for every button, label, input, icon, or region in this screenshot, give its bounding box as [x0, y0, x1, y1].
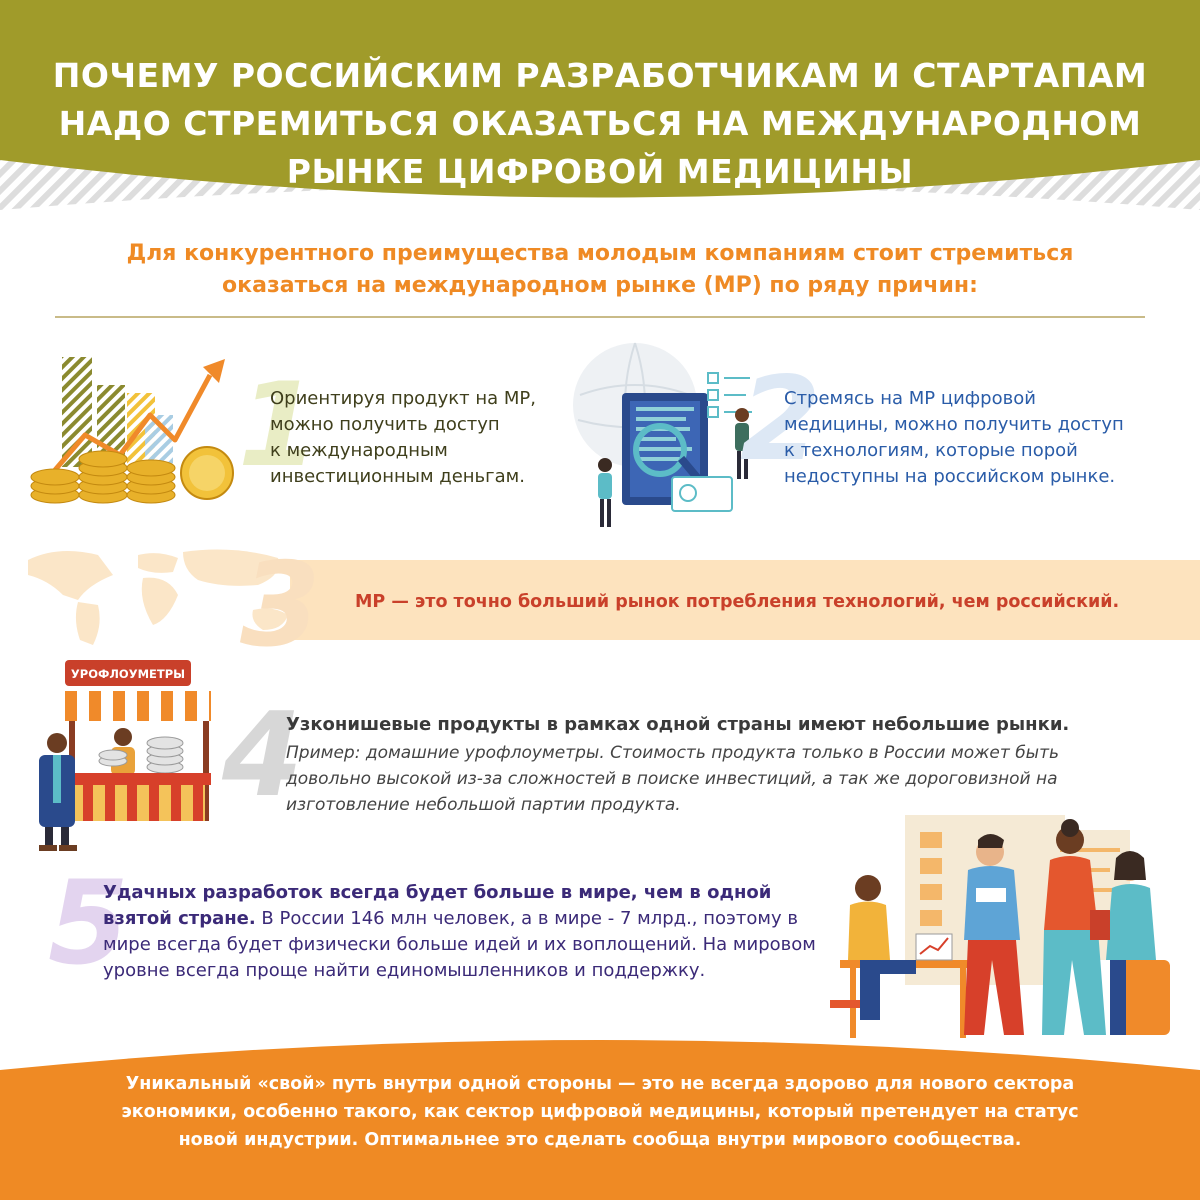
- reason-3-text: МР — это точно больший рынок потребления технологий, чем российский.: [355, 592, 1120, 612]
- title-line: ПОЧЕМУ РОССИЙСКИМ РАЗРАБОТЧИКАМ И СТАРТАПАМ: [52, 56, 1148, 95]
- reason-2-line: медицины, можно получить доступ: [784, 414, 1124, 435]
- reason-2-text: [784, 386, 1184, 490]
- footer-line: новой индустрии. Оптимальнее это сделать сообща внутри мирового сообщества.: [178, 1130, 1022, 1150]
- reason-4-heading: Узконишевые продукты в рамках одной страны имеют небольшие рынки.: [286, 714, 1070, 735]
- footer-line: экономики, особенно такого, как сектор цифровой медицины, который претендует на статус: [121, 1102, 1079, 1122]
- reason-1-line: инвестиционным деньгам.: [270, 466, 525, 487]
- title-line: НАДО СТРЕМИТЬСЯ ОКАЗАТЬСЯ НА МЕЖДУНАРОДНОМ: [58, 104, 1142, 143]
- reason-1-text: [270, 386, 570, 490]
- reason-number-2: 2: [740, 352, 821, 487]
- reason-2-line: Стремясь на МР цифровой: [784, 388, 1036, 409]
- reason-number-3: 3: [240, 538, 321, 673]
- header-banner: [0, 0, 1200, 220]
- reason-5-bold: Удачных разработок всегда будет больше в мире, чем в одной взятой стране.: [103, 882, 772, 929]
- reason-5-text: [103, 880, 823, 984]
- reason-1-line: Ориентируя продукт на МР,: [270, 388, 536, 409]
- reason-number-4: 4: [222, 688, 303, 823]
- reason-5-rest: В России 146 млн человек, а в мире - 7 млрд., поэтому в мире всегда будет физически больше идей и их воплощений. На мировом уровне всегда проще найти единомышленников и поддержку.: [103, 908, 816, 981]
- page-title: [0, 52, 1200, 196]
- reason-2-line: к технологиям, которые порой: [784, 440, 1078, 461]
- footer-line: Уникальный «свой» путь внутри одной стороны — это не всегда здорово для нового сектора: [125, 1074, 1075, 1094]
- reason-4-text: [286, 740, 1166, 818]
- footer-text: [40, 1070, 1160, 1154]
- title-line: РЫНКЕ ЦИФРОВОЙ МЕДИЦИНЫ: [286, 152, 914, 191]
- market-stall-illustration: [25, 655, 220, 855]
- reason-number-1: 1: [238, 358, 319, 493]
- growth-chart-coins-illustration: [25, 345, 250, 510]
- reason-1-line: можно получить доступ: [270, 414, 500, 435]
- intro-line: оказаться на международном рынке (МР) по ряду причин:: [222, 273, 978, 298]
- reason-4-line: изготовление небольшой партии продукта.: [286, 795, 681, 815]
- reason-4-line: Пример: домашние урофлоуметры. Стоимость продукта только в России может быть: [286, 743, 1060, 763]
- divider-line: [55, 316, 1145, 318]
- reason-2-line: недоступны на российском рынке.: [784, 466, 1116, 487]
- intro-line: Для конкурентного преимущества молодым компаниям стоит стремиться: [126, 241, 1074, 266]
- reason-1-line: к международным: [270, 440, 448, 461]
- reason-number-5: 5: [48, 856, 129, 991]
- team-meeting-illustration: [820, 810, 1180, 1050]
- stall-sign-text: УРОФЛОУМЕТРЫ: [70, 667, 186, 681]
- intro-text: [60, 238, 1140, 302]
- reason-4-line: довольно высокой из-за сложностей в поиске инвестиций, а так же дороговизной на: [286, 769, 1058, 789]
